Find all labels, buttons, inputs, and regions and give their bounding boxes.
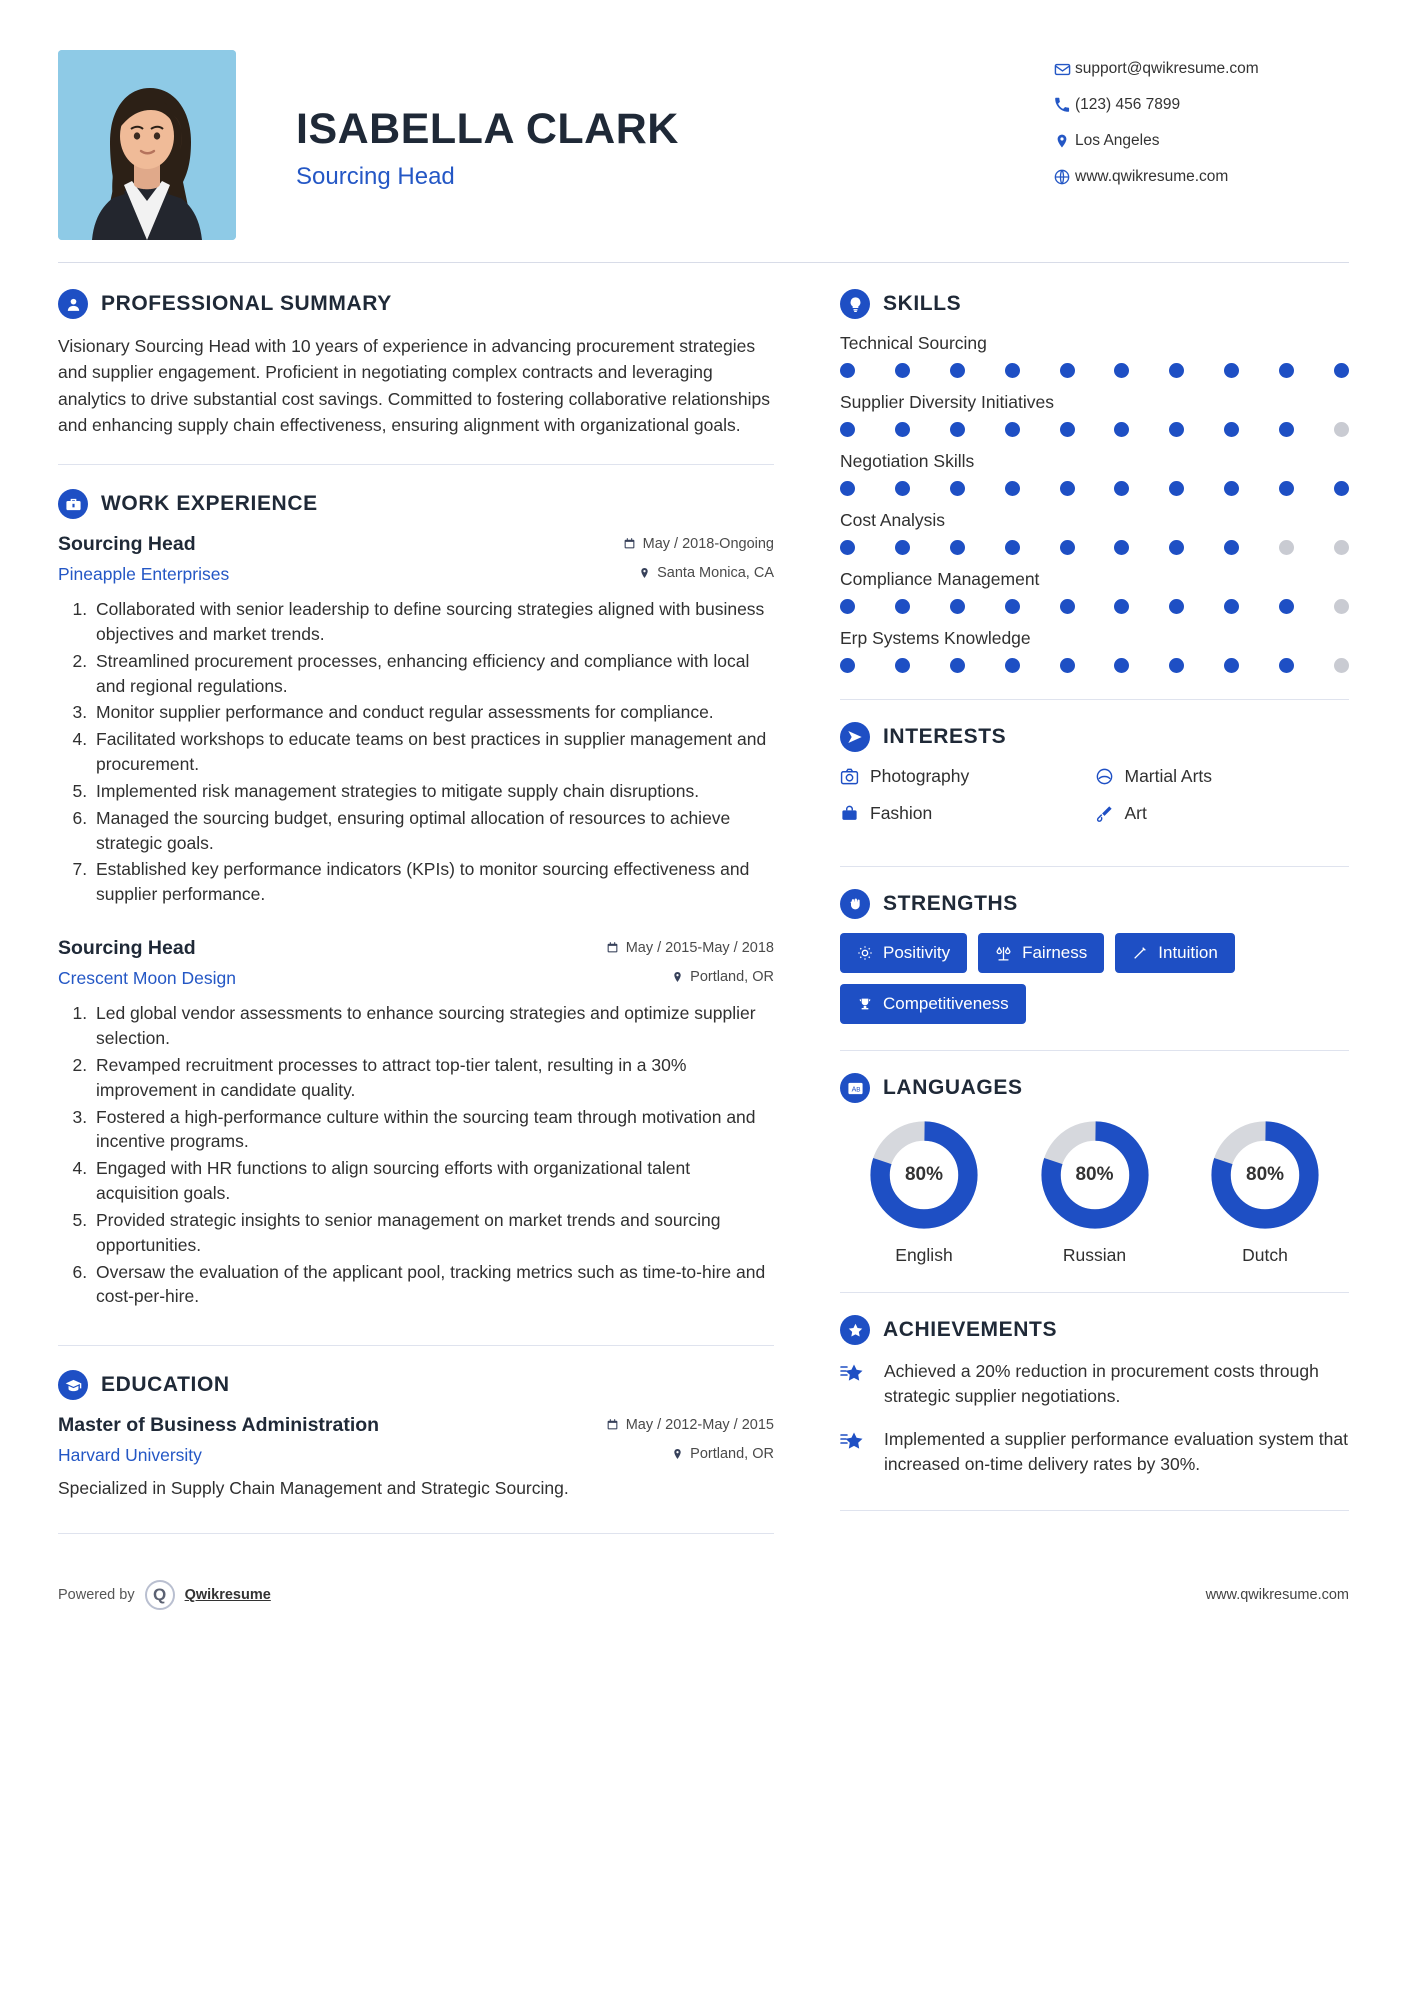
rating-dot: [1114, 658, 1129, 673]
education-item: [58, 1414, 774, 1499]
language-progress-ring: [1207, 1117, 1323, 1233]
list-item: 1. Led global vendor assessments to enhance sourcing strategies and optimize supplier selection.: [92, 1001, 774, 1051]
svg-text:B: B: [855, 1085, 860, 1093]
brand-name[interactable]: Qwikresume: [184, 1587, 271, 1604]
summary-text: Visionary Sourcing Head with 10 years of experience in advancing procurement strategies and supplier engagement. Proficient in negotiating complex contracts and leveraging analytics to drive substantial cost savings. Committed to fostering collaborative relationships and enhancing supply chain effectiveness, ensuring alignment with organizational goals.: [58, 336, 771, 435]
skill-label: Negotiation Skills: [840, 451, 975, 471]
job-dates-value: May / 2018-Ongoing: [642, 535, 774, 552]
language-label: Russian: [1062, 1245, 1127, 1265]
rating-dot: [1005, 481, 1020, 496]
rating-dot: [1005, 540, 1020, 555]
language-percent: 80%: [1075, 1164, 1114, 1185]
rating-dot: [1279, 363, 1294, 378]
job-company-row: [58, 962, 774, 989]
interest-label: Art: [1124, 803, 1147, 823]
rating-dot: [1279, 540, 1294, 555]
globe-icon: [1049, 169, 1075, 185]
rating-dot: [1279, 481, 1294, 496]
rating-dot: [1114, 363, 1129, 378]
section-skills: [840, 289, 1349, 673]
education-location-value: Portland, OR: [690, 1446, 774, 1463]
powered-by-label: Powered by: [58, 1587, 135, 1604]
strength-label: Intuition: [1158, 943, 1218, 962]
divider: [840, 699, 1349, 700]
section-header: [840, 1315, 1349, 1345]
header-divider: [58, 262, 1349, 263]
skill-rating: [840, 540, 1349, 555]
section-achievements: [840, 1315, 1349, 1476]
contact-website-value: www.qwikresume.com: [1075, 168, 1229, 185]
star-circle-icon: [840, 1315, 870, 1345]
phone-icon: [1049, 97, 1075, 113]
interest-item: [1095, 766, 1350, 787]
list-item: 5. Provided strategic insights to senior management on market trends and sourcing opportunities.: [92, 1208, 774, 1258]
section-title: SKILLS: [883, 292, 962, 315]
rating-dot: [1169, 658, 1184, 673]
language-percent: 80%: [904, 1164, 943, 1185]
skill-item: [840, 392, 1349, 437]
right-column: [818, 289, 1349, 1558]
education-dates-value: May / 2012-May / 2015: [625, 1416, 774, 1433]
section-work-experience: [58, 489, 774, 1309]
pin-icon: [672, 1447, 683, 1461]
skill-rating: [840, 363, 1349, 378]
skill-rating: [840, 422, 1349, 437]
list-item: 4. Engaged with HR functions to align sourcing efforts with organizational talent acquisition goals.: [92, 1156, 774, 1206]
divider: [840, 1292, 1349, 1293]
rating-dot: [1005, 658, 1020, 673]
skill-item: [840, 569, 1349, 614]
language-percent: 80%: [1246, 1164, 1285, 1185]
fist-circle-icon: [840, 889, 870, 919]
language-item: [1181, 1117, 1349, 1266]
skill-item: [840, 333, 1349, 378]
achievement-text: Achieved a 20% reduction in procurement costs through strategic supplier negotiations.: [884, 1361, 1319, 1406]
job-dates: [623, 536, 774, 552]
list-item: 6. Oversaw the evaluation of the applicant pool, tracking metrics such as time-to-hire and cost-per-hire.: [92, 1260, 774, 1310]
section-education: [58, 1370, 774, 1499]
job-dates-value: May / 2015-May / 2018: [625, 939, 774, 956]
bulb-circle-icon: [840, 289, 870, 319]
contact-location-value: Los Angeles: [1075, 132, 1160, 149]
section-title: ACHIEVEMENTS: [883, 1318, 1058, 1341]
avatar: [58, 50, 236, 240]
rating-dot: [1169, 481, 1184, 496]
user-circle-icon: [58, 289, 88, 319]
list-item: 2. Streamlined procurement processes, enhancing efficiency and compliance with local and regional regulations.: [92, 649, 774, 699]
language-item: [1011, 1117, 1179, 1266]
achievement-item: [840, 1359, 1349, 1409]
left-column: [58, 289, 818, 1558]
contact-website[interactable]: [1049, 168, 1349, 186]
rating-dot: [1060, 658, 1075, 673]
name-block: [236, 50, 1049, 191]
rating-dot: [1224, 363, 1239, 378]
interest-label: Martial Arts: [1124, 766, 1213, 786]
briefcase-circle-icon: [58, 489, 88, 519]
rating-dot: [1279, 658, 1294, 673]
sun-icon: [857, 945, 873, 961]
interest-item: [840, 766, 1095, 787]
calendar-icon: [606, 1418, 619, 1431]
job-dates: [606, 940, 774, 956]
rating-dot: [840, 540, 855, 555]
star-badge-icon: [840, 1359, 872, 1409]
divider: [840, 1050, 1349, 1051]
resume-body: [58, 289, 1349, 1558]
graduation-circle-icon: [58, 1370, 88, 1400]
candidate-name: ISABELLA CLARK: [296, 105, 679, 153]
wand-icon: [1132, 945, 1148, 961]
contact-location: [1049, 132, 1349, 150]
rating-dot: [1224, 422, 1239, 437]
job-location: [639, 565, 774, 581]
strength-chip: [1115, 933, 1235, 973]
resume-header: [58, 40, 1349, 240]
rating-dot: [1224, 658, 1239, 673]
rating-dot: [1114, 540, 1129, 555]
section-title: WORK EXPERIENCE: [101, 492, 318, 515]
skill-item: [840, 510, 1349, 555]
contact-phone-value: (123) 456 7899: [1075, 96, 1181, 113]
list-item: 2. Revamped recruitment processes to attract top-tier talent, resulting in a 30% improvement in candidate quality.: [92, 1053, 774, 1103]
translate-circle-icon: [840, 1073, 870, 1103]
job-location: [672, 969, 774, 985]
rating-dot: [840, 658, 855, 673]
rating-dot: [1224, 540, 1239, 555]
rating-dot: [1334, 481, 1349, 496]
svg-text:A: A: [851, 1084, 856, 1093]
job-company[interactable]: Pineapple Enterprises: [58, 564, 230, 584]
section-header: [840, 289, 1349, 319]
rating-dot: [1334, 599, 1349, 614]
rating-dot: [1060, 363, 1075, 378]
star-badge-icon: [840, 1427, 872, 1477]
contact-email[interactable]: [1049, 60, 1349, 78]
calendar-icon: [623, 537, 636, 550]
interest-label: Fashion: [870, 803, 933, 823]
job-company[interactable]: Crescent Moon Design: [58, 968, 236, 989]
rating-dot: [1169, 540, 1184, 555]
footer-website[interactable]: www.qwikresume.com: [1205, 1587, 1349, 1604]
rating-dot: [1060, 481, 1075, 496]
section-interests: [840, 722, 1349, 840]
list-item: 1. Collaborated with senior leadership to define sourcing strategies aligned with business objectives and market trends.: [92, 597, 774, 647]
list-item: 7. Established key performance indicators (KPIs) to monitor sourcing effectiveness and supplier performance.: [92, 857, 774, 907]
skill-label: Cost Analysis: [840, 510, 946, 530]
school-row: [58, 1439, 774, 1466]
section-header: [58, 489, 774, 519]
job-title-row: [58, 937, 774, 960]
rating-dot: [950, 540, 965, 555]
rating-dot: [895, 658, 910, 673]
language-progress-ring: [1037, 1117, 1153, 1233]
rating-dot: [950, 481, 965, 496]
rating-dot: [1114, 599, 1129, 614]
interest-item: [840, 803, 1095, 824]
rating-dot: [950, 363, 965, 378]
list-item: 4. Facilitated workshops to educate teams on best practices in supplier management and procurement.: [92, 727, 774, 777]
interest-label: Photography: [870, 766, 970, 786]
rating-dot: [1169, 599, 1184, 614]
language-item: [840, 1117, 1008, 1266]
experience-item: [58, 533, 774, 907]
skill-rating: [840, 658, 1349, 673]
trophy-icon: [857, 996, 873, 1012]
divider: [58, 1345, 774, 1346]
rating-dot: [1005, 599, 1020, 614]
rating-dot: [840, 422, 855, 437]
job-location-value: Santa Monica, CA: [657, 565, 774, 581]
contact-email-value: support@qwikresume.com: [1075, 60, 1259, 77]
rating-dot: [895, 599, 910, 614]
rating-dot: [950, 658, 965, 673]
rating-dot: [1005, 422, 1020, 437]
education-description: Specialized in Supply Chain Management and Strategic Sourcing.: [58, 1478, 569, 1499]
skill-label: Compliance Management: [840, 569, 1040, 589]
section-title: EDUCATION: [101, 1373, 230, 1397]
section-header: [58, 1370, 774, 1400]
skill-rating: [840, 481, 1349, 496]
rating-dot: [1334, 540, 1349, 555]
job-bullets: [58, 597, 774, 907]
rating-dot: [1279, 599, 1294, 614]
section-header: [58, 289, 774, 319]
mail-icon: [1049, 61, 1075, 78]
section-header: [840, 722, 1349, 752]
divider: [58, 1533, 774, 1534]
brush-icon: [1095, 804, 1114, 823]
location-icon: [1049, 132, 1075, 150]
skill-rating: [840, 599, 1349, 614]
degree-title: Master of Business Administration: [58, 1414, 380, 1437]
rating-dot: [1334, 422, 1349, 437]
section-title: INTERESTS: [883, 725, 1007, 748]
rating-dot: [840, 363, 855, 378]
rating-dot: [895, 422, 910, 437]
language-label: English: [895, 1245, 953, 1265]
page-footer: [58, 1580, 1349, 1610]
divider: [840, 1510, 1349, 1511]
rating-dot: [1060, 422, 1075, 437]
list-item: 3. Fostered a high-performance culture within the sourcing team through motivation and incentive programs.: [92, 1105, 774, 1155]
job-bullets: [58, 1001, 774, 1309]
rating-dot: [1060, 540, 1075, 555]
experience-item: [58, 937, 774, 1309]
skill-label: Supplier Diversity Initiatives: [840, 392, 1054, 412]
skill-label: Erp Systems Knowledge: [840, 628, 1031, 648]
school-name[interactable]: Harvard University: [58, 1445, 202, 1466]
rating-dot: [840, 599, 855, 614]
rating-dot: [1334, 658, 1349, 673]
strength-chip: [978, 933, 1104, 973]
achievement-item: [840, 1427, 1349, 1477]
education-dates: [606, 1417, 774, 1433]
section-title: LANGUAGES: [883, 1076, 1023, 1099]
candidate-role: Sourcing Head: [296, 163, 455, 191]
section-professional-summary: [58, 289, 774, 438]
contact-phone[interactable]: [1049, 96, 1349, 114]
list-item: 5. Implemented risk management strategies to mitigate supply chain disruptions.: [92, 779, 774, 804]
rating-dot: [1114, 422, 1129, 437]
languages-list: [840, 1117, 1349, 1266]
rating-dot: [1334, 363, 1349, 378]
rating-dot: [1169, 363, 1184, 378]
camera-icon: [840, 767, 859, 786]
scales-icon: [995, 945, 1012, 962]
section-languages: [840, 1073, 1349, 1266]
section-title: STRENGTHS: [883, 892, 1018, 915]
section-title: PROFESSIONAL SUMMARY: [101, 292, 392, 315]
rating-dot: [895, 540, 910, 555]
qwikresume-logo-icon: Q: [145, 1580, 175, 1610]
rating-dot: [950, 599, 965, 614]
degree-row: [58, 1414, 774, 1437]
bag-icon: [840, 804, 859, 823]
contact-list: [1049, 50, 1349, 204]
list-item: 3. Monitor supplier performance and conduct regular assessments for compliance.: [92, 700, 774, 725]
job-company-row: [58, 558, 774, 585]
education-location: [672, 1446, 774, 1462]
strength-label: Competitiveness: [883, 994, 1009, 1013]
pin-icon: [672, 970, 683, 984]
interests-list: [840, 766, 1349, 840]
skill-label: Technical Sourcing: [840, 333, 987, 353]
language-label: Dutch: [1242, 1245, 1288, 1265]
section-header: [840, 889, 1349, 919]
job-title-row: [58, 533, 774, 556]
powered-by: [58, 1580, 271, 1610]
avatar-illustration: [58, 50, 236, 240]
pin-icon: [639, 566, 650, 580]
rating-dot: [1005, 363, 1020, 378]
divider: [58, 464, 774, 465]
rating-dot: [1169, 422, 1184, 437]
rating-dot: [1060, 599, 1075, 614]
job-title: Sourcing Head: [58, 533, 196, 555]
strength-chip: [840, 933, 967, 973]
list-item: 6. Managed the sourcing budget, ensuring optimal allocation of resources to achieve strategic goals.: [92, 806, 774, 856]
skill-item: [840, 628, 1349, 673]
strength-label: Positivity: [883, 943, 951, 962]
strength-chip: [840, 984, 1026, 1024]
martial-arts-icon: [1095, 767, 1114, 786]
send-circle-icon: [840, 722, 870, 752]
rating-dot: [1224, 481, 1239, 496]
rating-dot: [840, 481, 855, 496]
job-title: Sourcing Head: [58, 937, 196, 960]
rating-dot: [895, 363, 910, 378]
strength-label: Fairness: [1022, 943, 1088, 962]
divider: [840, 866, 1349, 867]
rating-dot: [895, 481, 910, 496]
strengths-list: [840, 933, 1349, 1024]
calendar-icon: [606, 941, 619, 954]
rating-dot: [950, 422, 965, 437]
rating-dot: [1114, 481, 1129, 496]
rating-dot: [1279, 422, 1294, 437]
section-header: [840, 1073, 1349, 1103]
job-location-value: Portland, OR: [690, 969, 774, 986]
section-strengths: [840, 889, 1349, 1024]
rating-dot: [1224, 599, 1239, 614]
achievement-text: Implemented a supplier performance evaluation system that increased on-time delivery rates by 30%.: [884, 1428, 1348, 1474]
interest-item: [1095, 803, 1350, 824]
skill-item: [840, 451, 1349, 496]
language-progress-ring: [866, 1117, 982, 1233]
